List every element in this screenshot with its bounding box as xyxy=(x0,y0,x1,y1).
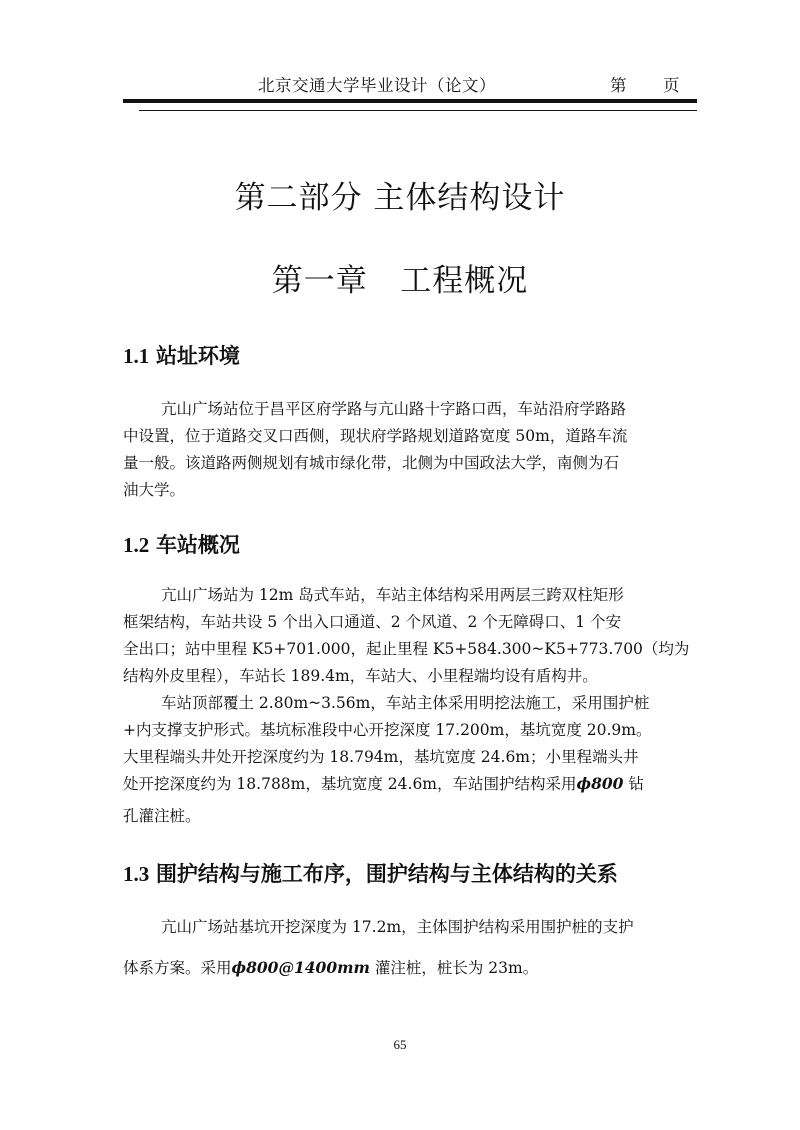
header-title: 北京交通大学毕业设计（论文） xyxy=(258,76,496,95)
paragraph-line: 车站顶部覆土 2.80m~3.56m，车站主体采用明挖法施工，采用围护桩 xyxy=(161,694,650,712)
section-title: 车站概况 xyxy=(155,532,240,557)
section-number: 1.2 xyxy=(123,533,150,557)
paragraph-line-text: 钻 xyxy=(623,775,644,793)
paragraph-line: 量一般。该道路两侧规划有城市绿化带，北侧为中国政法大学，南侧为石 xyxy=(123,454,620,472)
paragraph-line xyxy=(123,954,715,982)
page-header xyxy=(123,64,697,98)
paragraph-line: 亢山广场站位于昌平区府学路与亢山路十字路口西，车站沿府学路路 xyxy=(161,400,627,418)
pile-spec: ϕ800@1400 xyxy=(231,958,338,977)
section-heading-1-3 xyxy=(123,858,618,888)
chapter-title: 第一章 工程概况 xyxy=(271,263,529,299)
paragraph-line-text: 处开挖深度约为 18.788m，基坑宽度 24.6m，车站围护结构采用 xyxy=(123,775,577,793)
paragraph-line-text: 灌注桩，桩长为 23m。 xyxy=(369,959,539,977)
paragraph-1-3a xyxy=(123,914,715,941)
paragraph-1-1 xyxy=(123,396,715,504)
header-di: 第 xyxy=(610,76,627,95)
section-heading-1-1 xyxy=(123,340,240,370)
unit-mm: mm xyxy=(337,958,370,977)
paragraph-1-2a xyxy=(123,582,715,771)
header-rule-thin xyxy=(139,110,697,111)
paragraph-line: 亢山广场站为 12m 岛式车站，车站主体结构采用两层三跨双柱矩形 xyxy=(161,586,624,604)
paragraph-line: 全出口；站中里程 K5+701.000，起止里程 K5+584.300~K5+773.700（均为 xyxy=(123,640,690,658)
header-ye: 页 xyxy=(663,76,680,95)
section-number: 1.3 xyxy=(123,862,150,886)
section-heading-1-2 xyxy=(123,529,240,559)
paragraph-line: 油大学。 xyxy=(123,481,186,499)
paragraph-1-2c xyxy=(123,803,715,830)
part-title: 第二部分 主体结构设计 xyxy=(234,180,566,216)
phi-symbol: ϕ800 xyxy=(576,774,624,793)
paragraph-line: 框架结构，车站共设 5 个出入口通道、2 个风道、2 个无障碍口、1 个安 xyxy=(123,613,622,631)
header-rule-thick xyxy=(123,99,697,103)
page-number: 65 xyxy=(393,1037,407,1052)
paragraph-line: +内支撑支护形式。基坑标准段中心开挖深度 17.200m，基坑宽度 20.9m。 xyxy=(123,721,652,739)
paragraph-line: 孔灌注桩。 xyxy=(123,807,201,825)
section-title: 站址环境 xyxy=(155,343,240,368)
paragraph-line: 大里程端头井处开挖深度约为 18.794m，基坑宽度 24.6m；小里程端头井 xyxy=(123,748,639,766)
paragraph-line: 中设置，位于道路交叉口西侧，现状府学路规划道路宽度 50m，道路车流 xyxy=(123,427,628,445)
paragraph-line: 结构外皮里程），车站长 189.4m，车站大、小里程端均设有盾构井。 xyxy=(123,667,598,685)
paragraph-line-text: 体系方案。采用 xyxy=(123,959,232,977)
paragraph-line xyxy=(123,770,715,798)
paragraph-1-3b xyxy=(123,954,715,982)
paragraph-1-2b xyxy=(123,770,715,798)
paragraph-line: 亢山广场站基坑开挖深度为 17.2m，主体围护结构采用围护桩的支护 xyxy=(161,918,634,936)
section-number: 1.1 xyxy=(123,344,150,368)
section-title: 围护结构与施工布序，围护结构与主体结构的关系 xyxy=(155,861,618,886)
